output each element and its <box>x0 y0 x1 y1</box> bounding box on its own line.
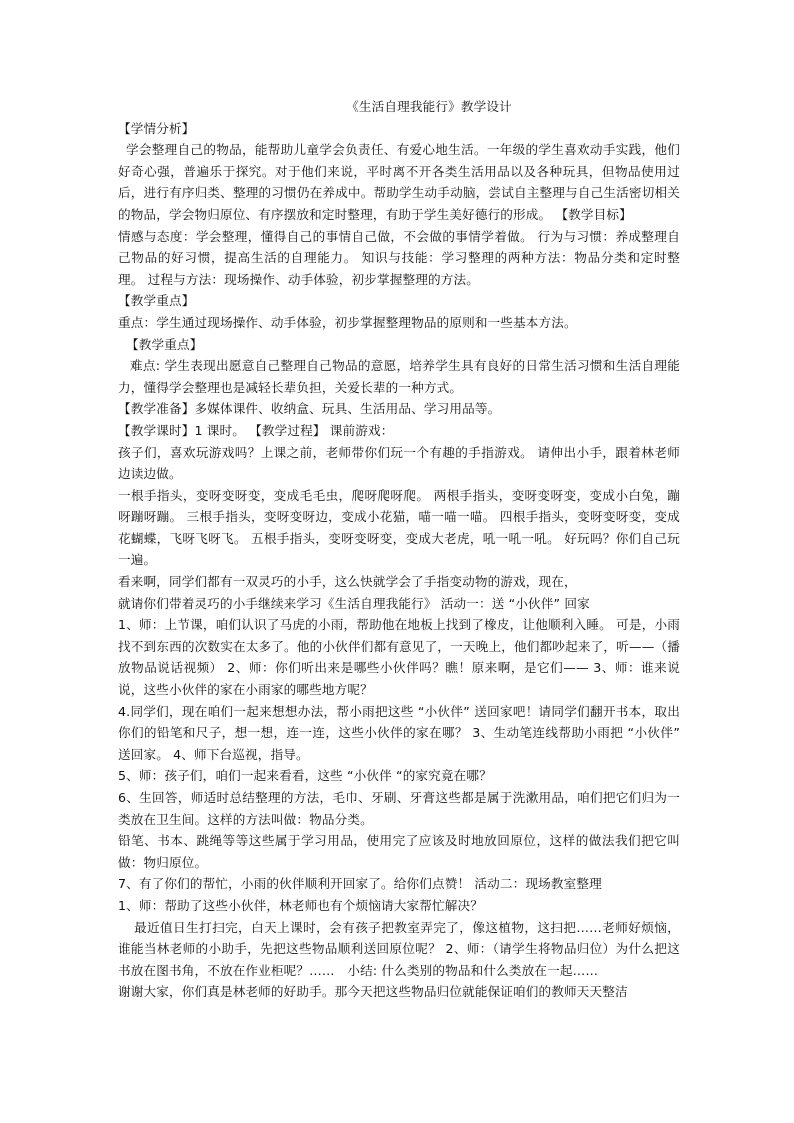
paragraph-difficulties: 难点: 学生表现出愿意自己整理自己物品的意愿，培养学生具有良好的日常生活习惯和生活自理能力，懂得学会整理也是减轻长辈负担，关爱长辈的一种方式。 <box>118 358 680 395</box>
paragraph-step-6: 6、生回答，师适时总结整理的方法，毛巾、牙刷、牙膏这些都是属于洗漱用品，咱们把它们归为一类放在卫生间。这样的方法叫做：物品分类。 <box>118 790 680 827</box>
paragraph-step-4: 4.同学们，现在咱们一起来想想办法，帮小雨把这些 “小伙伴” 送回家吧！请同学们翻开书本，取出你们的铅笔和尺子，想一想，连一连，这些小伙伴的家在哪？ 3、生动笔连线帮助小雨把 “小伙伴” 送回家。 4、师下台巡视，指导。 <box>118 703 680 762</box>
paragraph-activity-two-3: 谢谢大家，你们真是林老师的好助手。那今天把这些物品归位就能保证咱们的教师天天整洁 <box>118 984 628 1000</box>
paragraph-key-points: 重点：学生通过现场操作、动手体验，初步掌握整理物品的原则和一些基本方法。 <box>118 314 577 330</box>
document-body <box>118 96 680 1003</box>
heading-learning-analysis: 【学情分析】 <box>118 120 195 136</box>
paragraph-preparation: 【教学准备】多媒体课件、收纳盒、玩具、生活用品、学习用品等。 <box>118 401 501 417</box>
paragraph-finger-game: 一根手指头，变呀变呀变，变成毛毛虫，爬呀爬呀爬。 两根手指头，变呀变呀变，变成小白兔，蹦呀蹦呀蹦。 三根手指头，变呀变呀边，变成小花猫，喵一喵一喵。 四根手指头，变呀变呀变，变成花蝴蝶，飞呀飞呀飞。 五根手指头，变呀变呀变，变成大老虎，吼一吼一吼。 好玩吗？你们自己玩一遍。 <box>118 487 680 568</box>
paragraph-step-1: 1、师：上节课，咱们认识了马虎的小雨，帮助他在地板上找到了橡皮，让他顺利入睡。 可是，小雨找不到东西的次数实在太多了。他的小伙伴们都有意见了，一天晚上，他们都吵起来了，听——（播放物品说话视频） 2、师：你们听出来是哪些小伙伴吗？瞧！原来啊，是它们—— 3、师：谁来说说，这些小伙伴的家在小雨家的哪些地方呢？ <box>118 617 680 698</box>
heading-key-points: 【教学重点】 <box>118 293 195 309</box>
paragraph-teaching-goals: 情感与态度：学会整理，懂得自己的事情自己做，不会做的事情学着做。 行为与习惯：养成整理自己物品的好习惯，提高生活的自理能力。 知识与技能：学习整理的两种方法：物品分类和定时整理。 过程与方法：现场操作、动手体验，初步掌握整理的方法。 <box>118 228 680 287</box>
paragraph-step-6-cont: 铅笔、书本、跳绳等等这些属于学习用品，使用完了应该及时地放回原位，这样的做法我们把它叫做：物归原位。 <box>118 833 680 870</box>
paragraph-transition: 看来啊，同学们都有一双灵巧的小手，这么快就学会了手指变动物的游戏，现在， <box>118 574 577 590</box>
paragraph-step-5: 5、师：孩子们，咱们一起来看看，这些 “小伙伴 “的家究竟在哪？ <box>118 768 492 784</box>
paragraph-lesson-hours: 【教学课时】1 课时。 【教学过程】 课前游戏： <box>118 422 394 438</box>
paragraph-activity-two-2: 最近值日生打扫完，白天上课时，会有孩子把教室弄完了，像这植物，这扫把……老师好烦恼，谁能当林老师的小助手，先把这些物品顺利送回原位呢？ 2、师：（请学生将物品归位）为什么把这书放在图书角，不放在作业柜呢？…… 小结: 什么类别的物品和什么类放在一起…… <box>118 919 680 978</box>
paragraph-activity-two-1: 1、师：帮助了这些小伙伴，林老师也有个烦恼请大家帮忙解决？ <box>118 897 483 913</box>
document-title: 《生活自理我能行》教学设计 <box>346 99 512 114</box>
paragraph-step-7: 7、有了你们的帮忙，小雨的伙伴顺利开回家了。给你们点赞！ 活动二：现场教室整理 <box>118 876 602 892</box>
paragraph-game-intro: 孩子们，喜欢玩游戏吗？上课之前，老师带你们玩一个有趣的手指游戏。 请伸出小手，跟着林老师边读边做。 <box>118 444 680 482</box>
paragraph-learning-analysis: 学会整理自己的物品，能帮助儿童学会负责任、有爱心地生活。一年级的学生喜欢动手实践，他们好奇心强，普遍乐于探究。对于他们来说，平时离不开各类生活用品以及各种玩具，但物品使用过后，进行有序归类、整理的习惯仍在养成中。帮助学生动手动脑，尝试自主整理与自己生活密切相关的物品，学会物归原位、有序摆放和定时整理，有助于学生美好德行的形成。 【教学目标】 <box>118 142 680 222</box>
heading-key-points-2: 【教学重点】 <box>126 336 203 352</box>
paragraph-activity-one: 就请你们带着灵巧的小手继续来学习《生活自理我能行》 活动一：送 “小伙伴” 回家 <box>118 595 590 611</box>
